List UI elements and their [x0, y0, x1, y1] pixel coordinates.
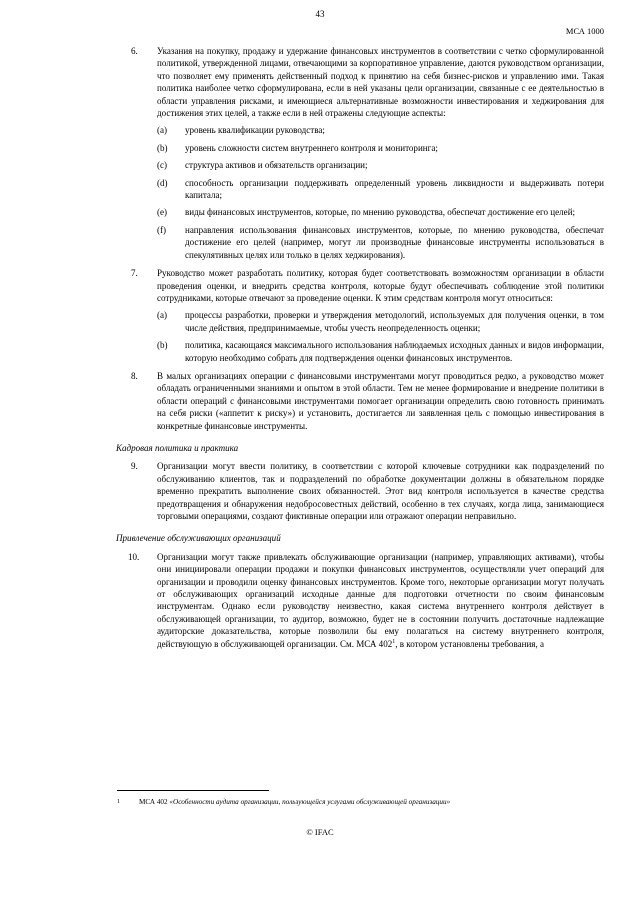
- footnote-code: МСА 402: [139, 798, 168, 806]
- footnote-mark: 1: [117, 799, 120, 805]
- list-item-text: направления использования финансовых инструментов, которые, по мнению руководства, обеспечат достижение его целей (например, могут ли производные финансовые инструменты использоваться в спекулятивных целях или только в целях хеджирования).: [185, 224, 604, 260]
- list-item: [157, 224, 604, 261]
- list-item-letter: (e): [157, 207, 168, 218]
- list-item: [157, 142, 604, 154]
- list-item: [157, 206, 604, 218]
- section-heading-personnel: Кадровая политика и практика: [116, 442, 239, 453]
- copyright-footer: © IFAC: [306, 827, 334, 837]
- section-heading-service-organizations: Привлечение обслуживающих организаций: [116, 533, 281, 544]
- paragraph-9: [116, 460, 604, 522]
- paragraph-number: 7.: [131, 268, 138, 279]
- list-item-letter: (a): [157, 310, 168, 321]
- paragraph-number: 9.: [131, 461, 138, 472]
- paragraph-text-continued: , в котором установлены требования, а: [395, 638, 544, 649]
- paragraph-6: [116, 45, 604, 261]
- paragraph-text: В малых организациях операции с финансовыми инструментами могут проводиться редко, а руководство может обладать ограниченными знаниями и опытом в этой области. Тем не менее формирование и внедрение политики в области операций с финансовыми инструментами помогает организации определить свою готовность принимать на себя риски («аппетит к риску») и установить, достигается ли заявленная цель с помощью инвестирования в конкретные финансовые инструменты.: [157, 370, 604, 431]
- list-item-letter: (b): [157, 142, 168, 153]
- list-item: [157, 177, 604, 202]
- paragraph-10: [116, 551, 604, 650]
- list-item-text: политика, касающаяся максимального использования наблюдаемых исходных данных и видов информации, которую необходимо собрать для подтверждения оценки финансовых инструментов.: [185, 340, 604, 363]
- paragraph-text: Руководство может разработать политику, которая будет соответствовать возможностям организации в области проведения оценки, и внедрить средства контроля, которые будут обеспечивать соблюдение этой политики сотрудниками, которые отвечают за проведение оценки. К этим средствам контроля могут относиться:: [157, 268, 604, 303]
- paragraph-text: [157, 551, 604, 650]
- list-item-text: виды финансовых инструментов, которые, по мнению руководства, обеспечат достижение его целей;: [185, 207, 576, 218]
- list-item-text: уровень сложности систем внутреннего контроля и мониторинга;: [185, 142, 438, 153]
- footnote-text: [139, 797, 450, 807]
- document-code: МСА 1000: [565, 26, 604, 36]
- list-item-letter: (f): [157, 224, 167, 235]
- footnote-reference[interactable]: 1: [392, 638, 396, 645]
- list-item-text: процессы разработки, проверки и утверждения методологий, используемых для получения оценки, в том числе действия, предпринимаемые, чтобы учесть неопределенность оценки;: [185, 310, 604, 333]
- page-number: 43: [315, 9, 325, 19]
- paragraph-text: Указания на покупку, продажу и удержание финансовых инструментов в соответствии с четко сформулированной политикой, утвержденной лицами, отвечающими за корпоративное управление, даются руководством организации, что позволяет ему применять действенный подход к принятию на себя бизнес-рисков и управлению ими. Такая политика наиболее четко сформулирована, если в ней указаны цели организации, связанные с ее деятельностью в области управления рисками, и имеющиеся альтернативные возможности инвестирования и хеджирования для достижения этих целей, а также если в ней отражены следующие аспекты:: [157, 46, 604, 119]
- paragraph-number: 10.: [128, 551, 140, 562]
- list-item-text: способность организации поддерживать определенный уровень ликвидности и выдерживать потери капитала;: [185, 177, 604, 201]
- list-item-letter: (c): [157, 160, 168, 171]
- list-item-letter: (d): [157, 177, 168, 188]
- list-item: [157, 339, 604, 364]
- paragraph-text-main: Организации могут также привлекать обслуживающие организации (например, управляющих активами), чтобы они инициировали операции продажи и покупки финансовых инструментов, осуществляли учет операций для организации и проводили оценку финансовых инструментов. Кроме того, некоторые организации могут получать от обслуживающих организаций исходные данные для подготовки отчетности по своим финансовым инструментам. Однако если руководству неизвестно, какая система внутреннего контроля действует в обслуживающей организации, то аудитор, возможно, будет не в состоянии получить достаточные надлежащие аудиторские доказательства, которые позволили бы ему полагаться на систему внутреннего контроля, действующую в обслуживающей организации. См. МСА 402: [157, 551, 604, 649]
- list-item-letter: (b): [157, 340, 168, 351]
- list-item-letter: (a): [157, 125, 168, 136]
- list-item: [157, 309, 604, 334]
- paragraph-7: [116, 267, 604, 364]
- list-item: [157, 159, 604, 171]
- paragraph-8: [116, 370, 604, 432]
- footnote-divider: [117, 790, 269, 791]
- document-body: [116, 45, 604, 656]
- paragraph-number: 6.: [131, 46, 138, 56]
- list-item-text: уровень квалификации руководства;: [185, 125, 325, 136]
- paragraph-text: Организации могут ввести политику, в соответствии с которой ключевые сотрудники как подразделений по обслуживанию клиентов, так и подразделений по обработке документации должны в обязательном порядке временно прекратить выполнение своих обязанностей. Этот вид контроля используется в качестве средства предотвращения и обнаружения недобросовестных действий, особенно в тех случаях, когда лица, занимающиеся торговыми операциями, создают фиктивные операции или отражают операции неправильно.: [157, 461, 604, 521]
- list-item: [157, 124, 604, 136]
- footnote-title: «Особенности аудита организации, пользующейся услугами обслуживающей организации»: [169, 798, 451, 806]
- paragraph-number: 8.: [131, 370, 138, 381]
- list-item-text: структура активов и обязательств организации;: [185, 160, 368, 171]
